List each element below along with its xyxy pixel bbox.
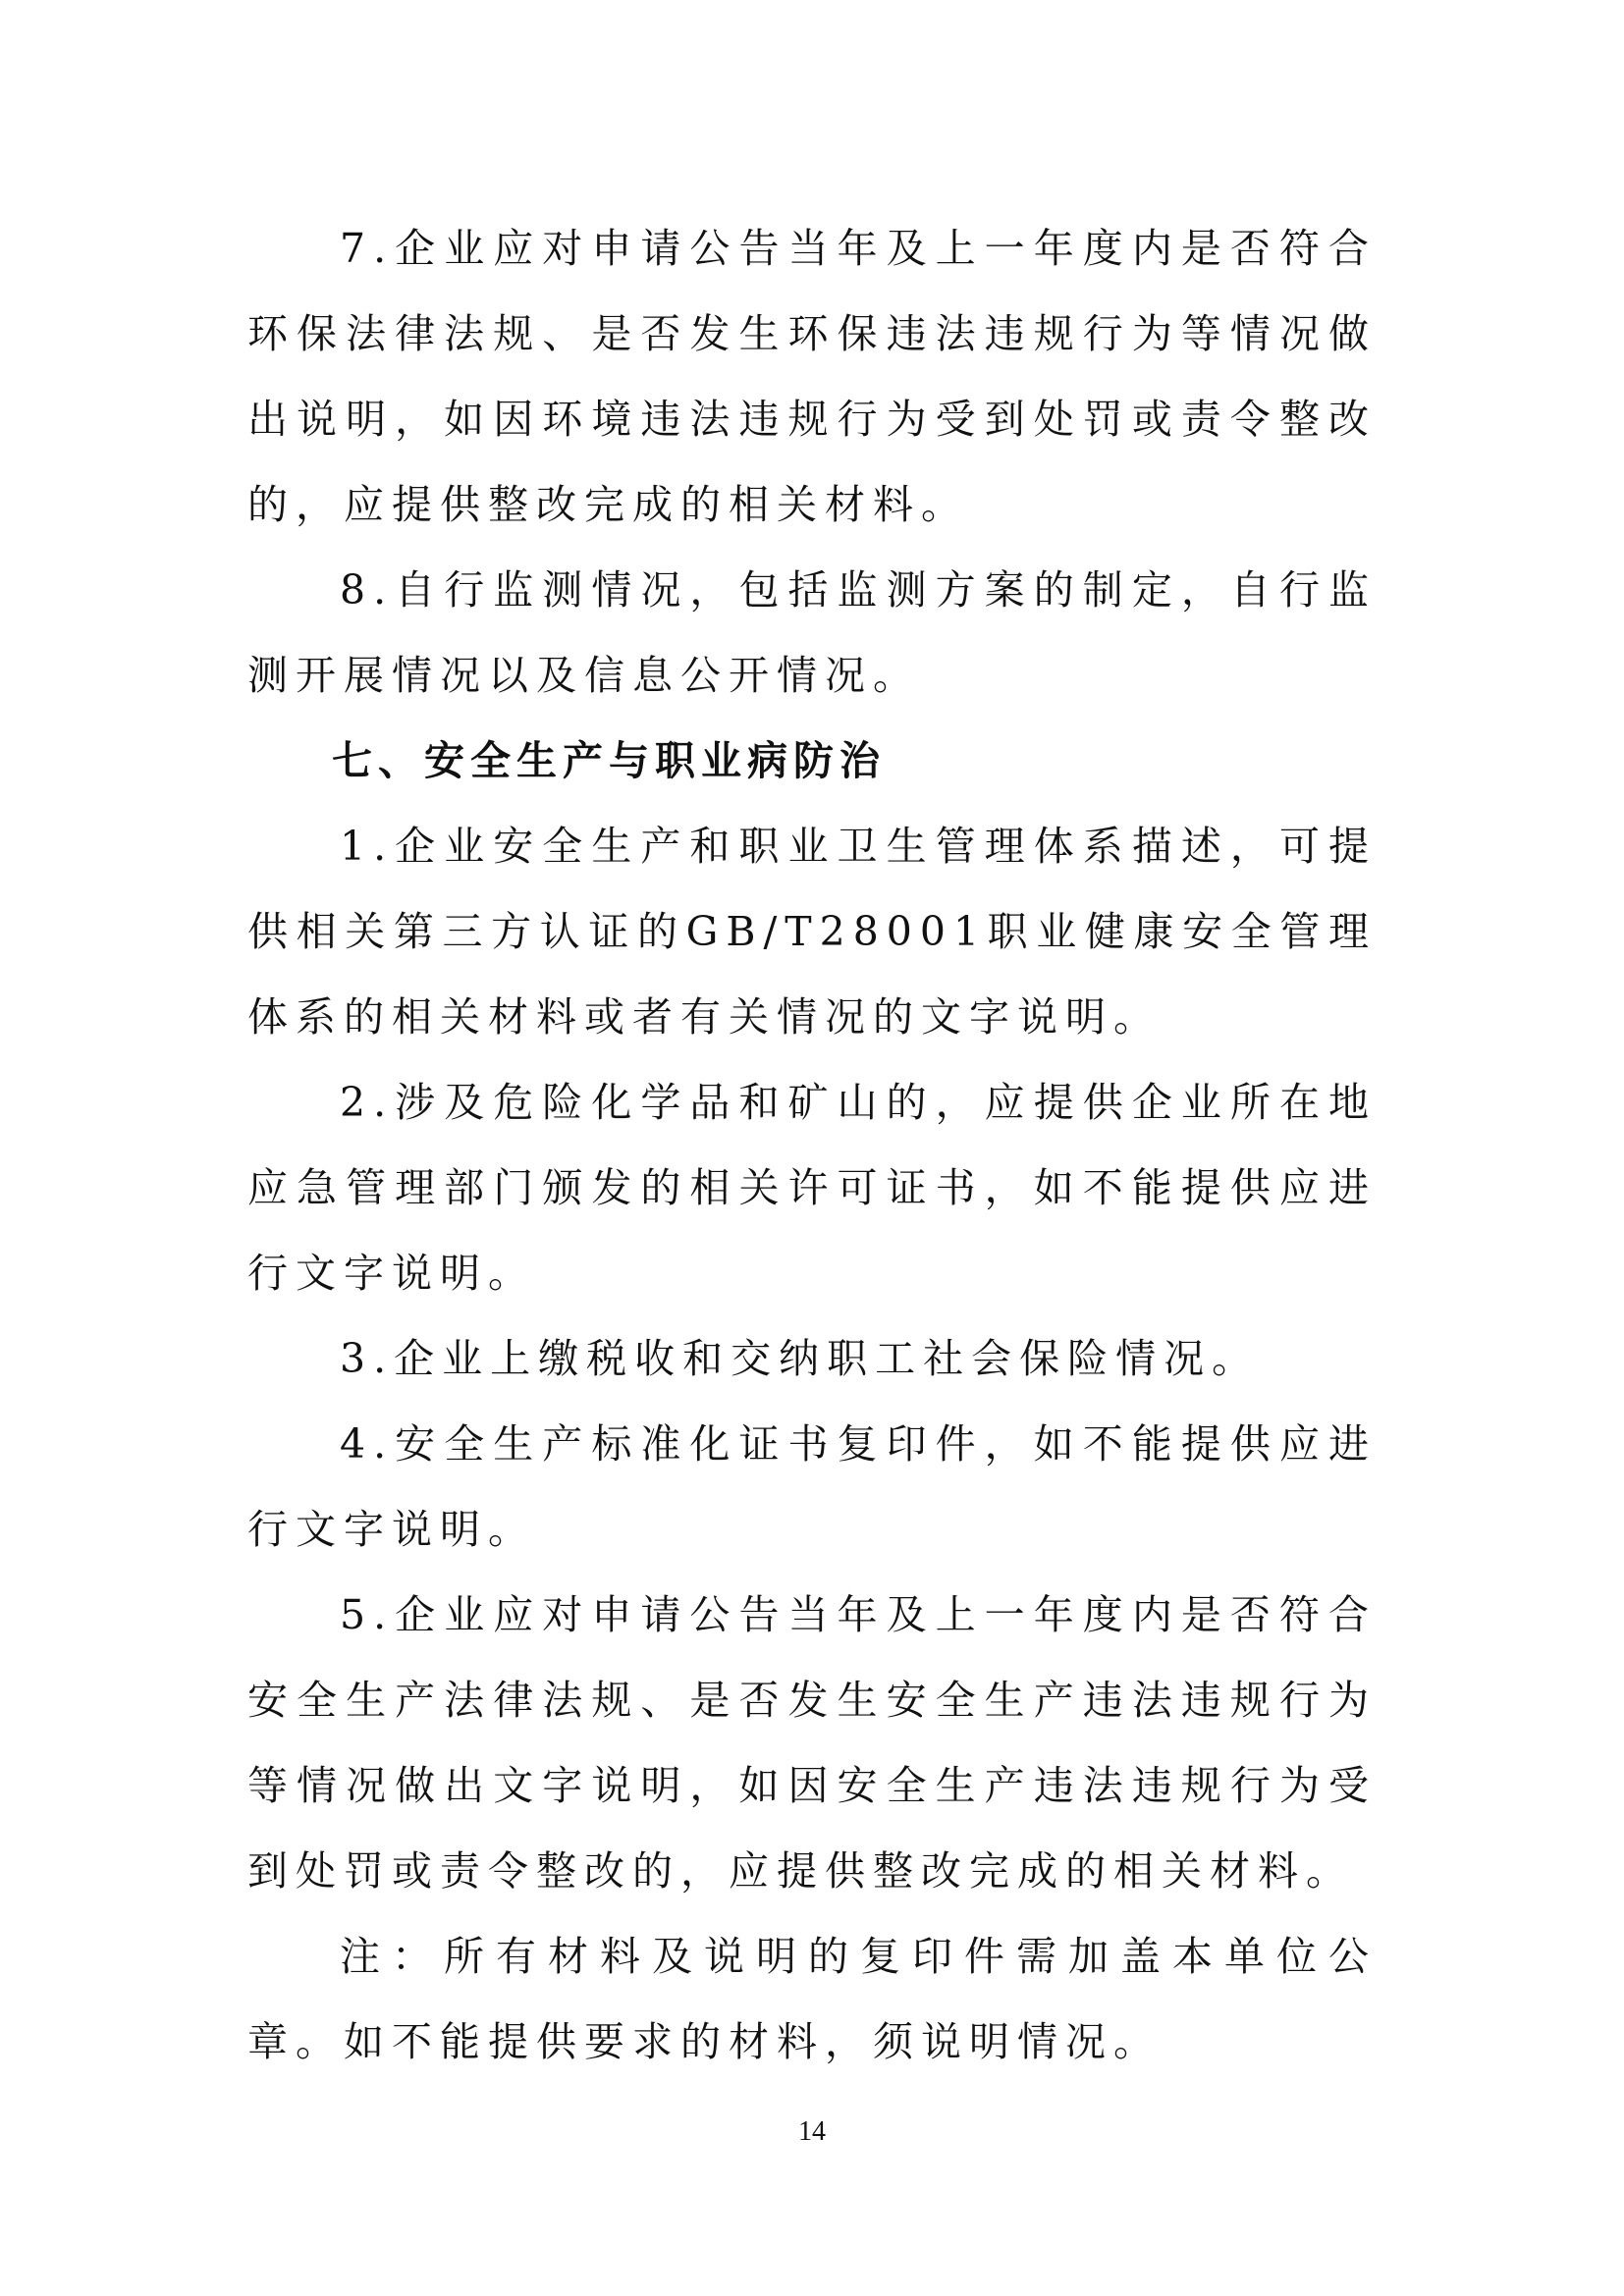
section-item-1: 1.企业安全生产和职业卫生管理体系描述，可提供相关第三方认证的GB/T28001职业健康安全管理体系的相关材料或者有关情况的文字说明。 — [247, 823, 1377, 1041]
section-item-2: 2.涉及危险化学品和矿山的，应提供企业所在地应急管理部门颁发的相关许可证书，如不能提供应进行文字说明。 — [247, 1079, 1377, 1297]
paragraph-item-7: 7.企业应对申请公告当年及上一年度内是否符合环保法律法规、是否发生环保违法违规行为等情况做出说明，如因环境违法违规行为受到处罚或责令整改的，应提供整改完成的相关材料。 — [247, 225, 1377, 528]
section-item-4: 4.安全生产标准化证书复印件，如不能提供应进行文字说明。 — [247, 1420, 1377, 1553]
page-body — [247, 206, 1377, 2085]
page-number: 14 — [798, 2116, 826, 2147]
section-heading: 七、安全生产与职业病防治 — [332, 737, 886, 784]
paragraph-item-8: 8.自行监测情况，包括监测方案的制定，自行监测开展情况以及信息公开情况。 — [247, 566, 1377, 699]
section-item-5: 5.企业应对申请公告当年及上一年度内是否符合安全生产法律法规、是否发生安全生产违法违规行为等情况做出文字说明，如因安全生产违法违规行为受到处罚或责令整改的，应提供整改完成的相关材料。 — [247, 1591, 1377, 1895]
section-item-3: 3.企业上缴税收和交纳职工社会保险情况。 — [340, 1335, 1261, 1382]
note-paragraph: 注：所有材料及说明的复印件需加盖本单位公章。如不能提供要求的材料，须说明情况。 — [247, 1933, 1377, 2065]
